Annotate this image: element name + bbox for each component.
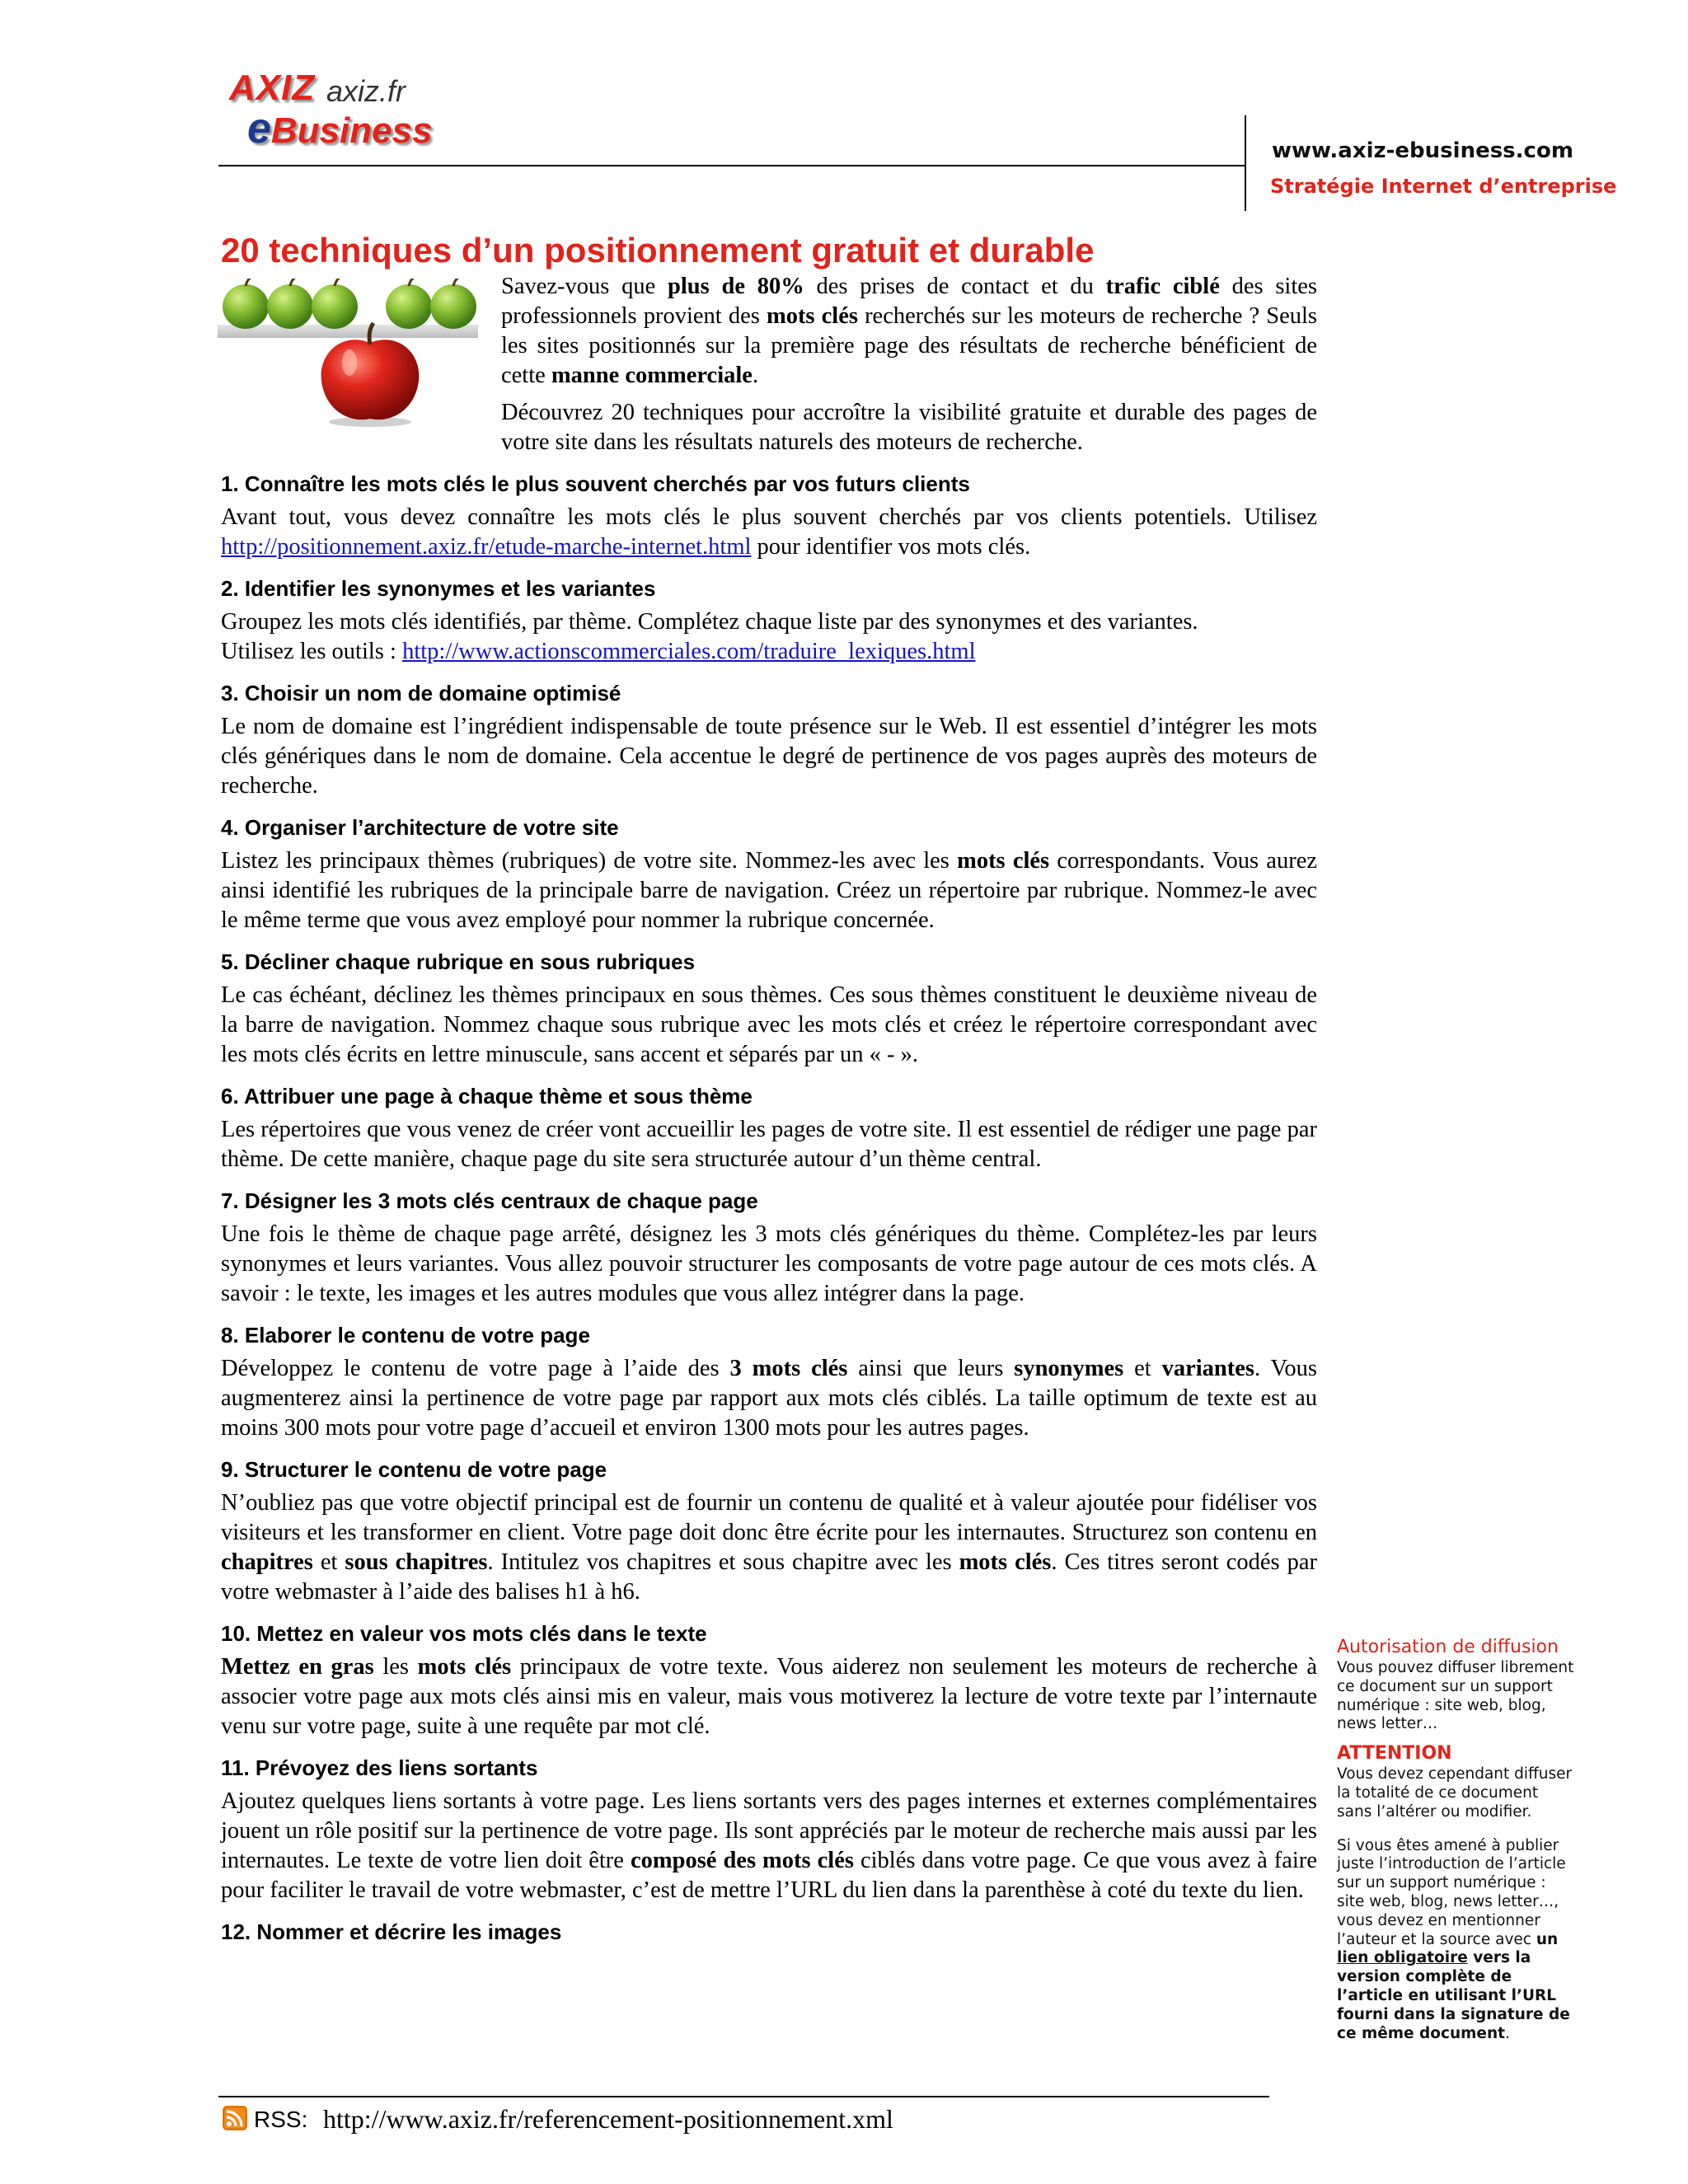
section-6 xyxy=(221,1082,1317,1174)
section-text-run: correspondants. Vous aurez ainsi identifié les rubriques de la principale barre de navigation. Créez un répertoire par rubrique. Nommez-le avec le même terme que vous avez employé pour nommer la rubrique concernée. xyxy=(221,848,1317,933)
intro-bold-run: plus de 80% xyxy=(668,274,804,299)
section-text-run: Groupez les mots clés identifiés, par thème. Complétez chaque liste par des synonymes et des variantes. xyxy=(221,609,1198,635)
section-heading: 4. Organiser l’architecture de votre site xyxy=(221,815,619,840)
section-text: Les répertoires que vous venez de créer vont accueillir les pages de votre site. Il est essentiel de rédiger une page par thème. De cette manière, chaque page du site sera structurée autour d’un thème central. xyxy=(221,1117,1317,1172)
section-text-run: Listez les principaux thèmes (rubriques) de votre site. Nommez-les avec les xyxy=(221,848,958,874)
article xyxy=(221,229,1317,1958)
etude-marche-link[interactable]: http://positionnement.axiz.fr/etude-marche-internet.html xyxy=(221,534,752,560)
intro-text-run: recherchés sur les moteurs de recherche ? Seuls les sites positionnés sur la première page des résultats de recherche bénéficient de cette xyxy=(501,303,1318,388)
tagline: Stratégie Internet d’entreprise xyxy=(1270,175,1617,198)
section-heading: 10. Mettez en valeur vos mots clés dans le texte xyxy=(221,1621,707,1646)
apples-illustration xyxy=(218,279,478,427)
intro-bold-run: manne commerciale xyxy=(551,363,753,388)
section-text xyxy=(221,1787,1317,1905)
section-text: Le cas échéant, déclinez les thèmes principaux en sous thèmes. Ces sous thèmes constituent le deuxième niveau de la barre de navigation. Nommez chaque sous rubrique avec les mots clés et créez le répertoire correspondant avec les mots clés écrits en lettre minuscule, sans accent et séparés par un « - ». xyxy=(221,982,1317,1067)
rss-label: RSS: xyxy=(254,2107,308,2132)
section-text-run: ainsi que leurs xyxy=(847,1356,1015,1381)
section-text-run: principaux de votre texte. Vous aiderez non seulement les moteurs de recherche à associer votre page aux mots clés ainsi mis en valeur, mais vous motiverez la lecture de votre texte par l’internaute venu sur votre page, suite à une requête par mot clé. xyxy=(221,1654,1317,1739)
section-bold-run: mots clés xyxy=(417,1654,512,1680)
section-5 xyxy=(221,948,1317,1070)
header-divider xyxy=(218,165,1246,166)
section-bold-run: chapitres xyxy=(221,1549,313,1575)
section-bold-run: synonymes xyxy=(1014,1356,1124,1381)
section-heading: 5. Décliner chaque rubrique en sous rubriques xyxy=(221,949,696,974)
section-bold-run: 3 mots clés xyxy=(729,1356,848,1381)
rss-feed-url[interactable]: http://www.axiz.fr/referencement-positionnement.xml xyxy=(323,2104,893,2134)
autorisation-title: Autorisation de diffusion xyxy=(1337,1637,1559,1657)
section-text xyxy=(221,846,1317,935)
section-heading: 9. Structurer le contenu de votre page xyxy=(221,1457,607,1482)
intro-paragraph-2: Découvrez 20 techniques pour accroître la visibilité gratuite et durable des pages de votre site dans les résultats naturels des moteurs de recherche. xyxy=(501,400,1317,455)
diffusion-sidebar xyxy=(1337,1636,1576,2043)
intro-text-run: Savez-vous que xyxy=(501,274,668,299)
section-bold-run: composé des mots clés xyxy=(630,1848,854,1873)
section-heading: 11. Prévoyez des liens sortants xyxy=(221,1755,538,1780)
rss-icon[interactable] xyxy=(223,2106,247,2130)
header-vertical-divider xyxy=(1245,115,1246,211)
publish-text-run: . xyxy=(1504,2024,1510,2042)
section-heading: 7. Désigner les 3 mots clés centraux de chaque page xyxy=(221,1188,758,1213)
publish-text-run: Si vous êtes amené à publier juste l’introduction de l’article sur un support numérique : site web, blog, news letter…, vous devez en mentionner l’auteur et la source avec xyxy=(1337,1836,1566,1948)
section-text xyxy=(221,607,1317,667)
section-text-run: . Intitulez vos chapitres et sous chapitre avec les xyxy=(487,1549,959,1575)
section-text: Une fois le thème de chaque page arrêté, désignez les 3 mots clés génériques du thème. Complétez-les par leurs synonymes et leurs variantes. Vous allez pouvoir structurer les composants de votre page autour de ces mots clés. A savoir : le texte, les images et les autres modules que vous allez intégrer dans la page. xyxy=(221,1221,1317,1306)
section-heading: 1. Connaître les mots clés le plus souvent cherchés par vos futurs clients xyxy=(221,471,970,496)
section-text-run: Développez le contenu de votre page à l’aide des xyxy=(221,1356,730,1381)
logo-business-word: Business xyxy=(270,110,433,151)
intro-text-run: . xyxy=(752,363,759,388)
section-4 xyxy=(221,813,1317,935)
red-apple xyxy=(321,323,420,427)
section-text-run: Ajoutez quelques liens sortants à votre page. Les liens sortants vers des pages internes et externes complémentaires jouent un rôle positif sur la pertinence de votre page. Ils sont appréciés par le moteur de recherche mais aussi par les internautes. Le texte de votre lien doit être xyxy=(221,1788,1317,1873)
axiz-ebusiness-logo[interactable] xyxy=(224,68,447,150)
green-apple xyxy=(267,279,313,329)
section-bold-run: sous chapitres xyxy=(345,1549,488,1575)
section-text-run: pour identifier vos mots clés. xyxy=(751,534,1031,560)
section-text-run: les xyxy=(373,1654,418,1680)
section-bold-run: variantes xyxy=(1161,1356,1254,1381)
article-intro xyxy=(221,272,1317,470)
section-2 xyxy=(221,574,1317,667)
publish-bold-run: vers la version complète de l’article en utilisant l’URL fourni dans la signature de ce même document xyxy=(1337,1949,1570,2042)
section-bold-run: mots clés xyxy=(957,848,1050,874)
intro-paragraph-1 xyxy=(501,272,1317,391)
intro-text-run: des sites professionnels provient des xyxy=(501,274,1318,329)
logo-axizfr-text: axiz.fr xyxy=(326,74,406,108)
section-10 xyxy=(221,1619,1317,1741)
section-heading: 3. Choisir un nom de domaine optimisé xyxy=(221,681,621,705)
intro-bold-run: trafic ciblé xyxy=(1105,274,1220,299)
article-title: 20 techniques d’un positionnement gratuit et durable xyxy=(221,231,1095,269)
footer-divider xyxy=(218,2096,1269,2097)
section-heading: 6. Attribuer une page à chaque thème et sous thème xyxy=(221,1084,753,1108)
section-text xyxy=(221,503,1317,562)
logo-e-letter: e xyxy=(247,105,271,152)
section-12 xyxy=(221,1918,1317,1946)
attention-title: ATTENTION xyxy=(1337,1743,1452,1765)
section-7 xyxy=(221,1187,1317,1309)
green-apple xyxy=(312,279,358,329)
section-text xyxy=(221,1488,1317,1607)
traduire-lexiques-link[interactable]: http://www.actionscommerciales.com/traduire_lexiques.html xyxy=(402,639,976,664)
lien-obligatoire-link[interactable]: lien obligatoire xyxy=(1337,1949,1468,1967)
section-9 xyxy=(221,1455,1317,1607)
intro-text-run: des prises de contact et du xyxy=(804,274,1106,299)
section-text xyxy=(221,1354,1317,1443)
section-bold-run: mots clés xyxy=(959,1549,1052,1575)
section-bold-run: Mettez en gras xyxy=(221,1654,374,1680)
publish-notice xyxy=(1337,1837,1576,2044)
publish-bold-run: un xyxy=(1536,1930,1559,1948)
section-8 xyxy=(221,1321,1317,1443)
autorisation-text: Vous pouvez diffuser librement ce document sur un support numérique : site web, blog, news letter… xyxy=(1337,1659,1574,1733)
green-apple xyxy=(386,279,432,329)
section-heading: 12. Nommer et décrire les images xyxy=(221,1919,562,1944)
section-heading: 8. Elaborer le contenu de votre page xyxy=(221,1323,590,1347)
section-3 xyxy=(221,679,1317,801)
section-text-run: . Ces titres seront codés par votre webmaster à l’aide des balises h1 à h6. xyxy=(221,1549,1317,1605)
section-text-run: . Vous augmenterez ainsi la pertinence de votre page par rapport aux mots clés ciblés. La taille optimum de texte est au moins 300 mots pour votre page d’accueil et environ 1300 mots pour les autres pages. xyxy=(221,1356,1317,1441)
section-1 xyxy=(221,470,1317,562)
section-text-run: et xyxy=(1123,1356,1162,1381)
intro-bold-run: mots clés xyxy=(766,303,858,329)
section-11 xyxy=(221,1754,1317,1905)
green-apple xyxy=(223,279,269,329)
section-text-run: ciblés dans votre page. Ce que vous avez à faire pour faciliter le travail de votre webmaster, c’est de mettre l’URL du lien dans la parenthèse à coté du texte du lien. xyxy=(221,1848,1317,1903)
intro-text xyxy=(501,272,1317,465)
section-text: Le nom de domaine est l’ingrédient indispensable de toute présence sur le Web. Il est essentiel d’intégrer les mots clés génériques dans le nom de domaine. Cela accentue le degré de pertinence de vos pages auprès des moteurs de recherche. xyxy=(221,714,1317,799)
section-text-run: N’oubliez pas que votre objectif principal est de fournir un contenu de qualité et à valeur ajoutée pour fidéliser vos visiteurs et les transformer en client. Votre page doit donc être écrite pour les internautes. Structurez son contenu en xyxy=(221,1490,1317,1545)
section-text xyxy=(221,1652,1317,1741)
logo-axiz-text: AXIZ xyxy=(229,68,316,108)
section-text-run: Avant tout, vous devez connaître les mots clés le plus souvent cherchés par vos clients potentiels. Utilisez xyxy=(221,504,1317,530)
section-text-run: et xyxy=(312,1549,345,1575)
logo-ebusiness-text xyxy=(247,104,433,153)
green-apple xyxy=(430,279,476,329)
section-text-run: Utilisez les outils : xyxy=(221,639,403,664)
site-url[interactable]: www.axiz-ebusiness.com xyxy=(1272,138,1573,163)
section-heading: 2. Identifier les synonymes et les variantes xyxy=(221,576,656,601)
attention-text: Vous devez cependant diffuser la totalité de ce document sans l’altérer ou modifier. xyxy=(1337,1765,1573,1821)
